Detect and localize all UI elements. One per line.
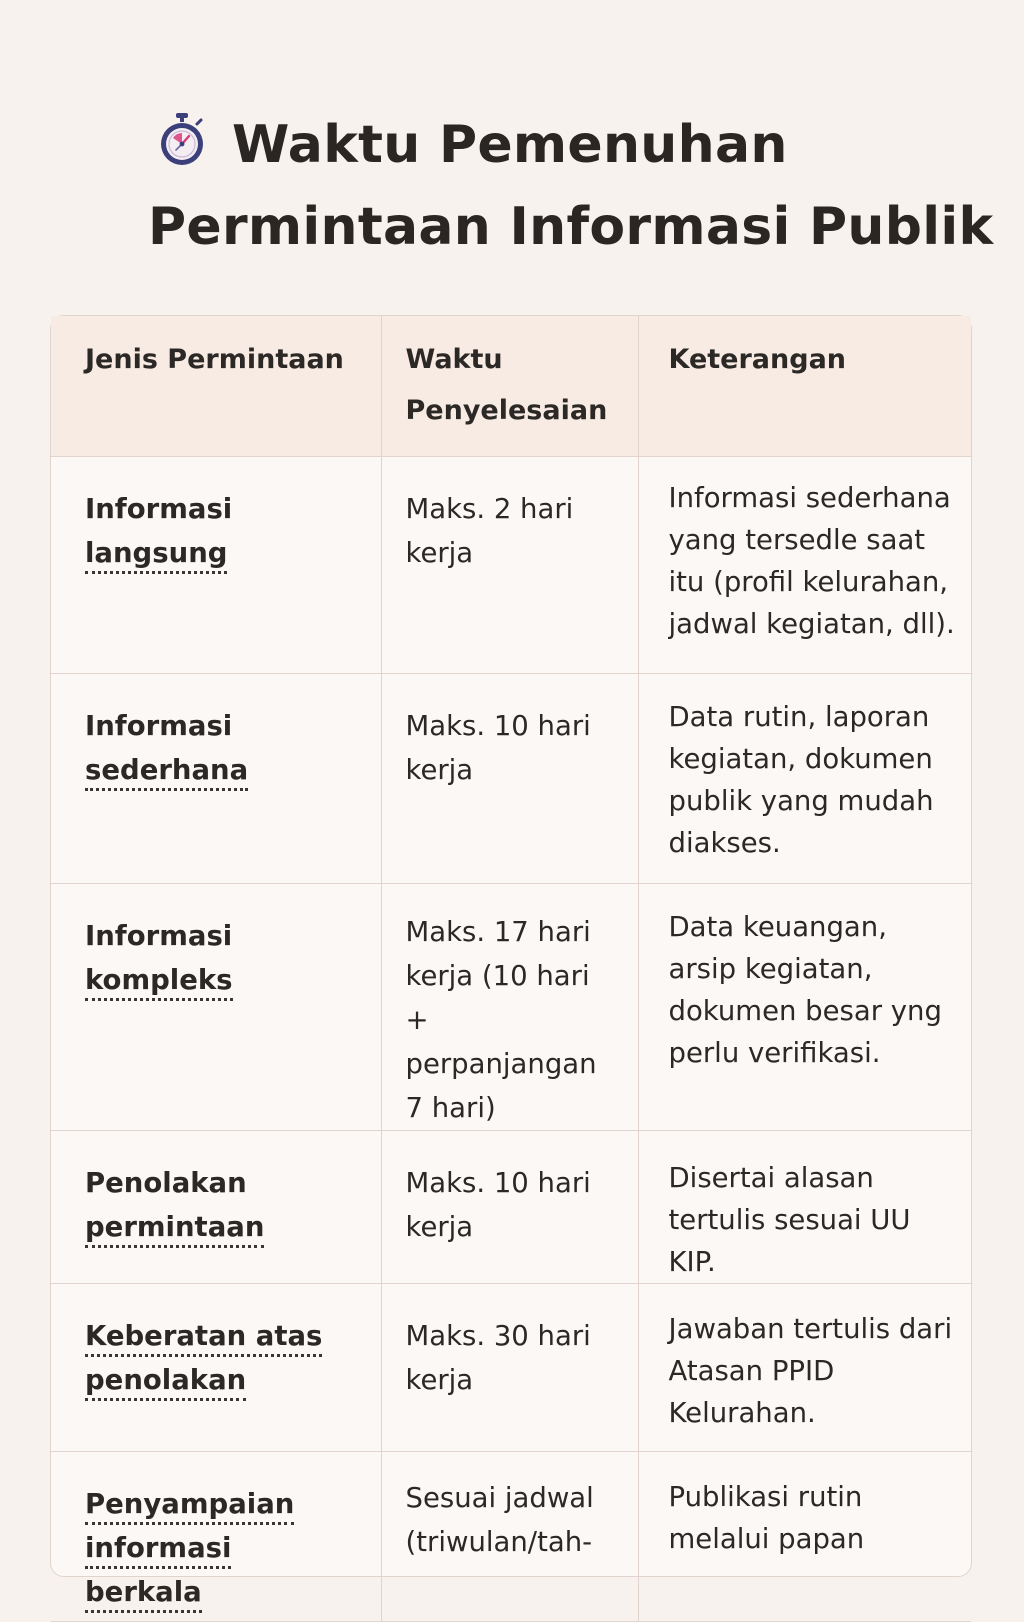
page-title-line-1: Waktu Pemenuhan [232, 115, 788, 175]
table-row [51, 1283, 971, 1451]
timeline-table [51, 316, 971, 1622]
description-cell: Jawaban tertulis dari Atasan PPID Kelurahan. [638, 1283, 971, 1451]
request-type-term-link[interactable]: Penyampaian [85, 1488, 294, 1525]
table-row [51, 1451, 971, 1621]
header-keterangan: Keterangan [638, 316, 971, 456]
request-type-cell [51, 1451, 381, 1621]
request-type-term-link[interactable]: permintaan [85, 1211, 264, 1248]
completion-time-cell: Maks. 17 hari kerja (10 hari + perpanjangan 7 hari) [381, 883, 638, 1130]
request-type-line1: Informasi [85, 709, 233, 742]
header-jenis-permintaan: Jenis Permintaan [51, 316, 381, 456]
request-type-term-link[interactable]: penolakan [85, 1364, 246, 1401]
request-type-line1: Informasi [85, 919, 233, 952]
request-type-cell [51, 1130, 381, 1283]
request-type-term-link[interactable]: Keberatan atas [85, 1320, 322, 1357]
completion-time-cell: Maks. 30 hari kerja [381, 1283, 638, 1451]
description-cell: Publikasi rutin melalui papan [638, 1451, 971, 1621]
request-type-cell [51, 456, 381, 673]
request-type-term-link[interactable]: sederhana [85, 754, 248, 791]
timeline-table-card [50, 315, 972, 1608]
completion-time-cell: Maks. 2 hari kerja [381, 456, 638, 673]
request-type-term-link[interactable]: informasi berkala [85, 1532, 231, 1613]
request-type-line1: Informasi [85, 492, 233, 525]
request-type-line1: Penolakan [85, 1166, 247, 1199]
completion-time-cell: Sesuai jadwal (triwulan/tah- [381, 1451, 638, 1621]
page-title [148, 104, 994, 268]
description-cell: Data rutin, laporan kegiatan, dokumen publik yang mudah diakses. [638, 673, 971, 883]
table-row [51, 673, 971, 883]
completion-time-cell: Maks. 10 hari kerja [381, 673, 638, 883]
completion-time-cell: Maks. 10 hari kerja [381, 1130, 638, 1283]
request-type-cell [51, 673, 381, 883]
description-cell: Disertai alasan tertulis sesuai UU KIP. [638, 1130, 971, 1283]
table-header-row [51, 316, 971, 456]
table-row [51, 1130, 971, 1283]
description-cell: Data keuangan, arsip kegiatan, dokumen besar yng perlu verifikasi. [638, 883, 971, 1130]
table-row [51, 456, 971, 673]
request-type-cell [51, 883, 381, 1130]
description-cell: Informasi sederhana yang tersedle saat itu (profil kelurahan, jadwal kegiatan, dll). [638, 456, 971, 673]
request-type-term-link[interactable]: kompleks [85, 964, 233, 1001]
request-type-cell [51, 1283, 381, 1451]
table-row [51, 883, 971, 1130]
page-title-line-2: Permintaan Informasi Publik [148, 197, 994, 257]
header-waktu-penyelesaian: Waktu Penyelesaian [381, 316, 638, 456]
request-type-term-link[interactable]: langsung [85, 537, 227, 574]
